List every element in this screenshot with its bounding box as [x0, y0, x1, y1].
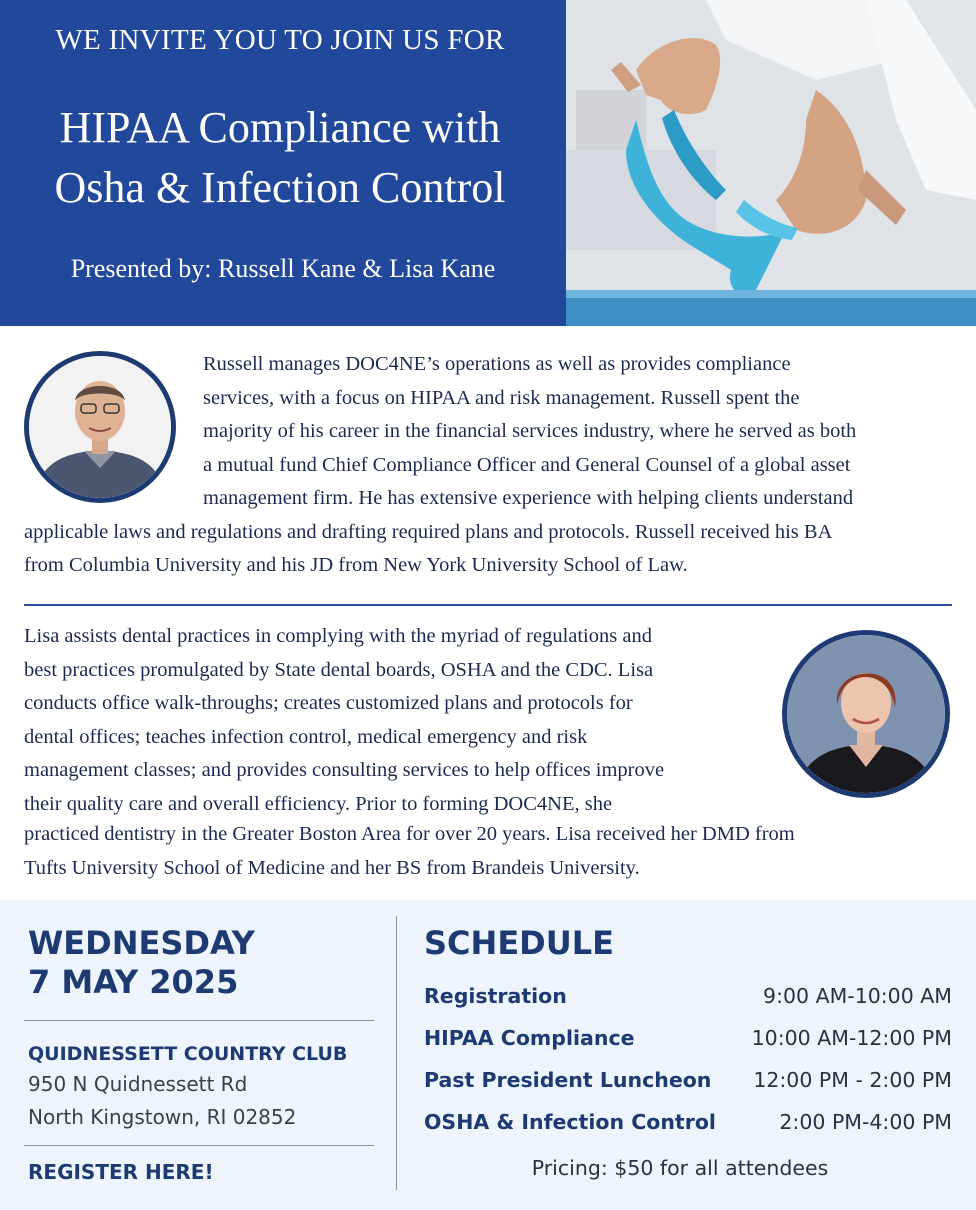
lisa-bio-line: Lisa assists dental practices in complying with the myriad of regulations and: [24, 625, 652, 647]
event-details-panel: [0, 900, 976, 1210]
schedule-row: [424, 1068, 952, 1098]
schedule-item-time: 9:00 AM-10:00 AM: [763, 984, 952, 1008]
event-title-line-2: Osha & Infection Control: [54, 163, 506, 212]
venue-name: QUIDNESSETT COUNTRY CLUB: [28, 1043, 348, 1065]
schedule-item-time: 12:00 PM - 2:00 PM: [753, 1068, 952, 1092]
schedule-item-time: 2:00 PM-4:00 PM: [779, 1110, 952, 1134]
lisa-portrait-illustration: [787, 635, 945, 793]
schedule-title: SCHEDULE: [424, 924, 614, 962]
russell-bio-line: from Columbia University and his JD from New York University School of Law.: [24, 554, 688, 576]
schedule-row: [424, 1026, 952, 1056]
glove-photo: [566, 0, 976, 326]
schedule-item-name: OSHA & Infection Control: [424, 1110, 716, 1134]
lisa-bio-line: management classes; and provides consulting services to help offices improve: [24, 759, 665, 781]
glove-photo-illustration: [566, 0, 976, 326]
event-date-value: 7 MAY 2025: [28, 963, 239, 1001]
lisa-bio-line: conducts office walk-throughs; creates customized plans and protocols for: [24, 692, 633, 714]
russell-bio-line: Russell manages DOC4NE’s operations as well as provides compliance: [203, 353, 791, 375]
register-link[interactable]: REGISTER HERE!: [28, 1160, 214, 1184]
lisa-portrait: [782, 630, 950, 798]
lisa-bio-line: practiced dentistry in the Greater Boston Area for over 20 years. Lisa received her DMD from: [24, 823, 795, 845]
russell-bio-line: a mutual fund Chief Compliance Officer and General Counsel of a global asset: [203, 453, 851, 476]
venue-address-line-1: 950 N Quidnessett Rd: [28, 1072, 248, 1096]
schedule-item-name: HIPAA Compliance: [424, 1026, 635, 1050]
venue-address-line-2: North Kingstown, RI 02852: [28, 1105, 297, 1129]
schedule-item-name: Past President Luncheon: [424, 1068, 712, 1092]
russell-bio: [0, 348, 976, 583]
russell-bio-line: services, with a focus on HIPAA and risk management. Russell spent the: [203, 386, 800, 409]
russell-bio-line: management firm. He has extensive experience with helping clients understand: [203, 487, 854, 509]
lisa-bio-line: best practices promulgated by State dental boards, OSHA and the CDC. Lisa: [24, 658, 654, 681]
address-divider: [24, 1145, 374, 1146]
schedule-item-name: Registration: [424, 984, 567, 1008]
event-day: WEDNESDAY: [28, 924, 255, 962]
event-title-line-1: HIPAA Compliance with: [59, 103, 501, 152]
section-divider: [24, 604, 952, 606]
russell-bio-line: majority of his career in the financial services industry, where he served as both: [203, 420, 857, 442]
schedule-row: [424, 984, 952, 1014]
header-banner: [0, 0, 976, 326]
event-title: [0, 98, 560, 218]
schedule-row: [424, 1110, 952, 1140]
presenter-line: Presented by: Russell Kane & Lisa Kane: [70, 254, 496, 283]
column-divider: [396, 916, 397, 1190]
event-date: [28, 924, 255, 1002]
lisa-bio-line: Tufts University School of Medicine and her BS from Brandeis University.: [24, 856, 640, 879]
invite-line: WE INVITE YOU TO JOIN US FOR: [55, 24, 505, 56]
pricing-note: Pricing: $50 for all attendees: [531, 1156, 829, 1180]
header-title-panel: [0, 0, 566, 326]
lisa-bio-line: their quality care and overall efficiency. Prior to forming DOC4NE, she: [24, 792, 613, 815]
russell-bio-line: applicable laws and regulations and drafting required plans and protocols. Russell received his BA: [24, 520, 833, 543]
schedule-item-time: 10:00 AM-12:00 PM: [751, 1026, 952, 1050]
lisa-bio-line: dental offices; teaches infection control, medical emergency and risk: [24, 725, 588, 748]
date-divider: [24, 1020, 374, 1021]
